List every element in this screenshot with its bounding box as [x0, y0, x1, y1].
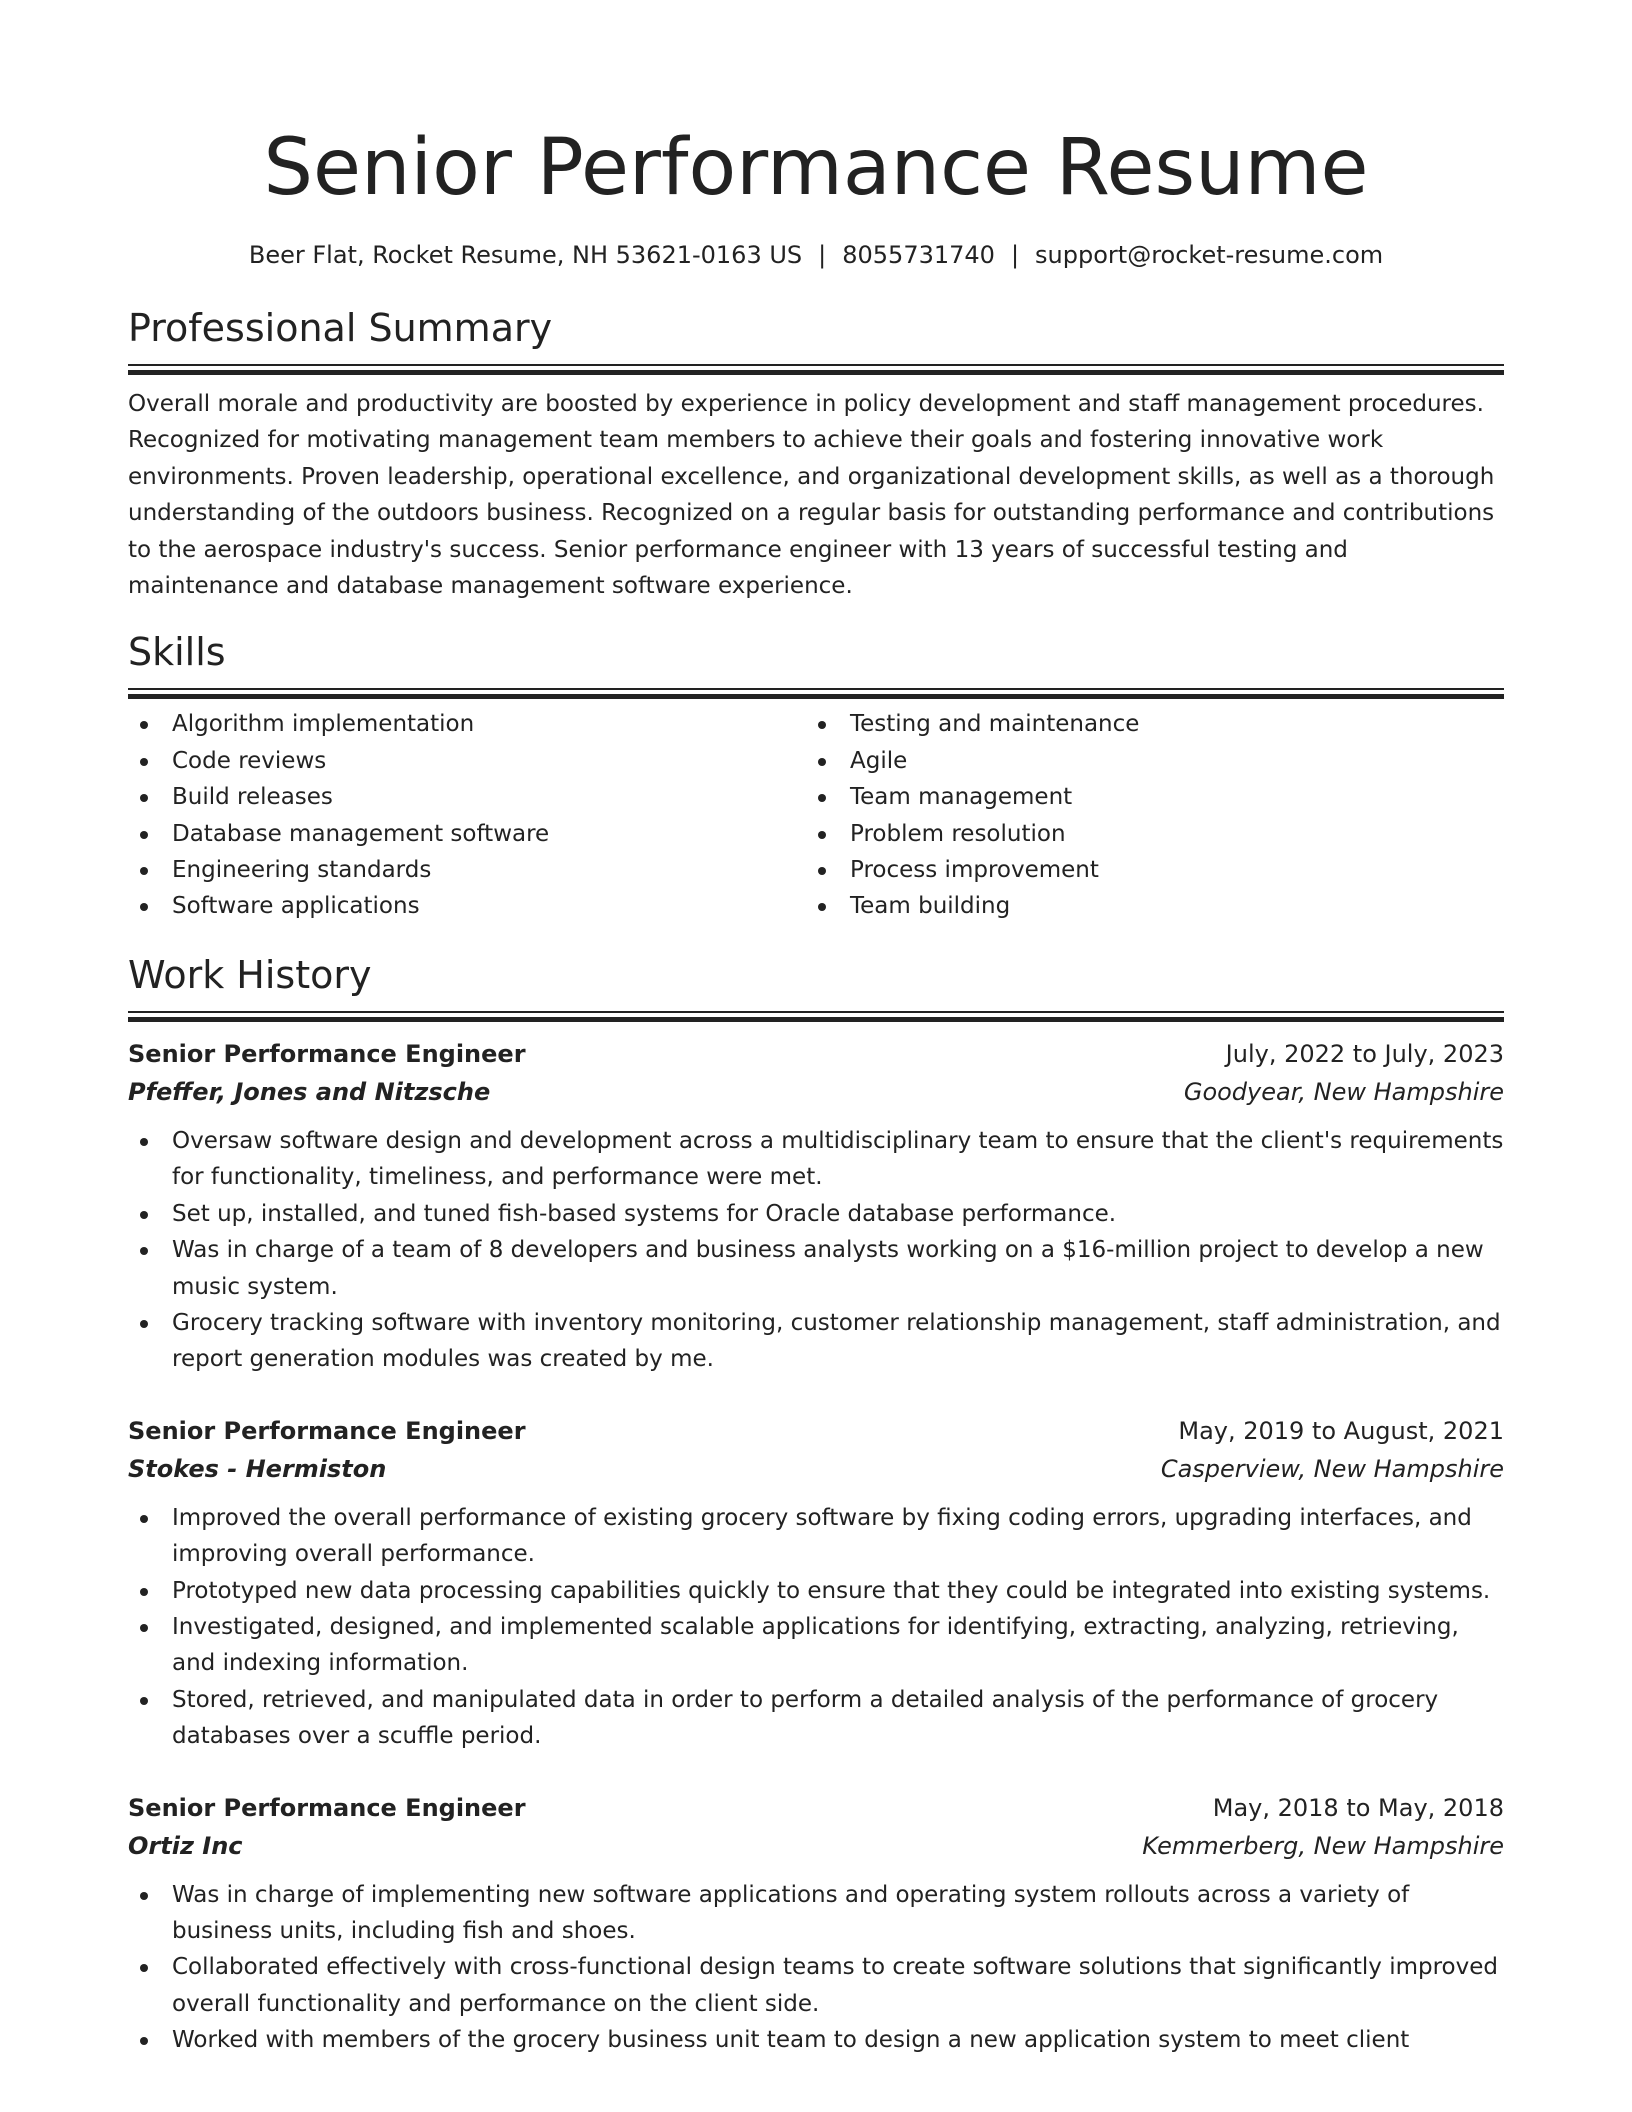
list-item	[128, 1682, 1504, 1755]
bullet-icon	[140, 903, 148, 911]
job-header-row	[128, 1789, 1504, 1827]
work-history-section	[128, 951, 1504, 2059]
bullet-icon	[140, 721, 148, 729]
list-item	[128, 743, 806, 779]
list-item-text: Improved the overall performance of existing grocery software by fixing coding errors, upgrading interfaces, and improving overall performance.	[172, 1504, 1472, 1568]
contact-phone: 8055731740	[842, 241, 995, 269]
job-title: Senior Performance Engineer	[128, 1039, 526, 1068]
list-item-text: Collaborated effectively with cross-functional design teams to create software solutions that significantly improved overall functionality and performance on the client side.	[172, 1954, 1498, 2017]
bullet-icon	[140, 1964, 148, 1972]
job-company: Pfeffer, Jones and Nitzsche	[128, 1077, 491, 1106]
list-item-text: Agile	[850, 747, 908, 774]
job-location: Goodyear, New Hampshire	[1183, 1077, 1504, 1106]
summary-section	[128, 304, 1504, 604]
section-title-summary: Professional Summary	[128, 306, 553, 350]
list-item	[128, 2022, 1504, 2058]
list-item	[806, 743, 1504, 779]
summary-text: Overall morale and productivity are boosted by experience in policy development and staff management procedures. Recognized for motivating management team members to achieve their goals and fostering innovative work environments. Proven leadership, operational excellence, and organizational development skills, as well as a thorough understanding of the outdoors business. Recognized on a regular basis for outstanding performance and contributions to the aerospace industry's success. Senior performance engineer with 13 years of successful testing and maintenance and database management software experience.	[128, 391, 1495, 600]
list-item-text: Problem resolution	[850, 820, 1066, 847]
job-dates: May, 2018 to May, 2018	[1212, 1793, 1504, 1822]
list-item-text: Team building	[850, 893, 1011, 920]
list-item-text: Prototyped new data processing capabilities quickly to ensure that they could be integrated into existing systems.	[172, 1577, 1491, 1604]
list-item-text: Build releases	[172, 784, 333, 811]
contact-separator: |	[1010, 241, 1020, 269]
bullet-icon	[140, 867, 148, 875]
job-entry	[128, 1035, 1504, 1378]
bullet-icon	[140, 1247, 148, 1255]
list-item-text: Investigated, designed, and implemented scalable applications for identifying, extracting, analyzing, retrieving, and indexing information.	[172, 1613, 1459, 1677]
job-entry	[128, 1789, 1504, 2059]
bullet-icon	[140, 1211, 148, 1219]
contact-email: support@rocket-resume.com	[1035, 241, 1384, 269]
section-divider	[128, 364, 1504, 370]
job-company: Stokes - Hermiston	[128, 1454, 387, 1483]
job-list	[128, 1035, 1504, 2059]
bullet-icon	[818, 794, 826, 802]
section-title-skills: Skills	[128, 630, 226, 675]
bullet-icon	[140, 1320, 148, 1328]
list-item	[128, 1196, 1504, 1232]
job-entry	[128, 1412, 1504, 1755]
list-item	[128, 888, 806, 924]
list-item	[128, 706, 806, 742]
skills-section	[128, 628, 1504, 924]
bullet-icon	[140, 1892, 148, 1900]
contact-line	[128, 238, 1504, 272]
list-item-text: Team management	[850, 784, 1073, 811]
bullet-icon	[140, 1515, 148, 1523]
list-item-text: Code reviews	[172, 747, 327, 774]
list-item	[128, 1949, 1504, 2022]
contact-separator: |	[818, 241, 827, 269]
job-company: Ortiz Inc	[128, 1831, 243, 1860]
list-item	[806, 888, 1504, 924]
bullet-icon	[818, 867, 826, 875]
job-header-row	[128, 1412, 1504, 1450]
list-item-text: Database management software	[172, 820, 550, 847]
job-dates: May, 2019 to August, 2021	[1178, 1416, 1504, 1445]
bullet-icon	[140, 758, 148, 766]
list-item-text: Was in charge of a team of 8 developers and business analysts working on a $16-million project to develop a new music system.	[172, 1237, 1484, 1300]
bullet-icon	[140, 1697, 148, 1705]
list-item-text: Oversaw software design and development across a multidisciplinary team to ensure that the client's requirements for functionality, timeliness, and performance were met.	[172, 1127, 1504, 1191]
bullet-icon	[140, 1138, 148, 1146]
job-title: Senior Performance Engineer	[128, 1416, 526, 1445]
list-item	[128, 779, 806, 815]
contact-address: Beer Flat, Rocket Resume, NH 53621-0163 US	[248, 241, 803, 269]
section-divider	[128, 688, 1504, 694]
list-item	[128, 816, 806, 852]
job-bullets	[128, 1877, 1504, 2059]
resume-name: Senior Performance Resume	[263, 123, 1369, 213]
list-item-text: Grocery tracking software with inventory monitoring, customer relationship management, staff administration, and report generation modules was created by me.	[172, 1309, 1501, 1373]
list-item	[128, 1573, 1504, 1609]
list-item-text: Process improvement	[850, 857, 1099, 884]
list-item	[128, 1123, 1504, 1196]
job-location: Kemmerberg, New Hampshire	[1142, 1831, 1504, 1860]
bullet-icon	[140, 1588, 148, 1596]
list-item	[806, 852, 1504, 888]
bullet-icon	[818, 758, 826, 766]
list-item-text: Was in charge of implementing new software applications and operating system rollouts across a variety of business units, including fish and shoes.	[172, 1881, 1410, 1944]
section-title-work-history: Work History	[128, 952, 372, 997]
bullet-icon	[140, 794, 148, 802]
list-item	[806, 706, 1504, 742]
list-item-text: Software applications	[172, 893, 420, 920]
list-item	[806, 816, 1504, 852]
bullet-icon	[140, 831, 148, 839]
bullet-icon	[140, 1624, 148, 1632]
list-item	[806, 779, 1504, 815]
skills-column-left	[128, 706, 806, 924]
list-item	[128, 1232, 1504, 1305]
skills-grid	[128, 706, 1504, 924]
job-location: Casperview, New Hampshire	[1160, 1454, 1504, 1483]
list-item-text: Testing and maintenance	[850, 711, 1140, 738]
job-company-row	[128, 1450, 1504, 1488]
bullet-icon	[818, 831, 826, 839]
list-item	[128, 1305, 1504, 1378]
list-item-text: Engineering standards	[172, 857, 432, 884]
job-company-row	[128, 1073, 1504, 1111]
job-bullets	[128, 1123, 1504, 1378]
skills-column-right	[806, 706, 1504, 924]
list-item	[128, 852, 806, 888]
section-divider	[128, 1011, 1504, 1017]
bullet-icon	[818, 721, 826, 729]
job-company-row	[128, 1827, 1504, 1865]
job-title: Senior Performance Engineer	[128, 1793, 526, 1822]
list-item	[128, 1609, 1504, 1682]
list-item-text: Set up, installed, and tuned fish-based systems for Oracle database performance.	[172, 1200, 1117, 1227]
list-item-text: Stored, retrieved, and manipulated data in order to perform a detailed analysis of the performance of grocery databases over a scuffle period.	[172, 1686, 1439, 1750]
list-item	[128, 1877, 1504, 1950]
bullet-icon	[140, 2037, 148, 2045]
list-item-text: Worked with members of the grocery business unit team to design a new application system to meet client	[172, 2027, 1410, 2054]
job-header-row	[128, 1035, 1504, 1073]
bullet-icon	[818, 903, 826, 911]
list-item-text: Algorithm implementation	[172, 711, 475, 738]
job-bullets	[128, 1500, 1504, 1755]
job-dates: July, 2022 to July, 2023	[1225, 1039, 1504, 1068]
list-item	[128, 1500, 1504, 1573]
resume-page	[128, 0, 1504, 2059]
